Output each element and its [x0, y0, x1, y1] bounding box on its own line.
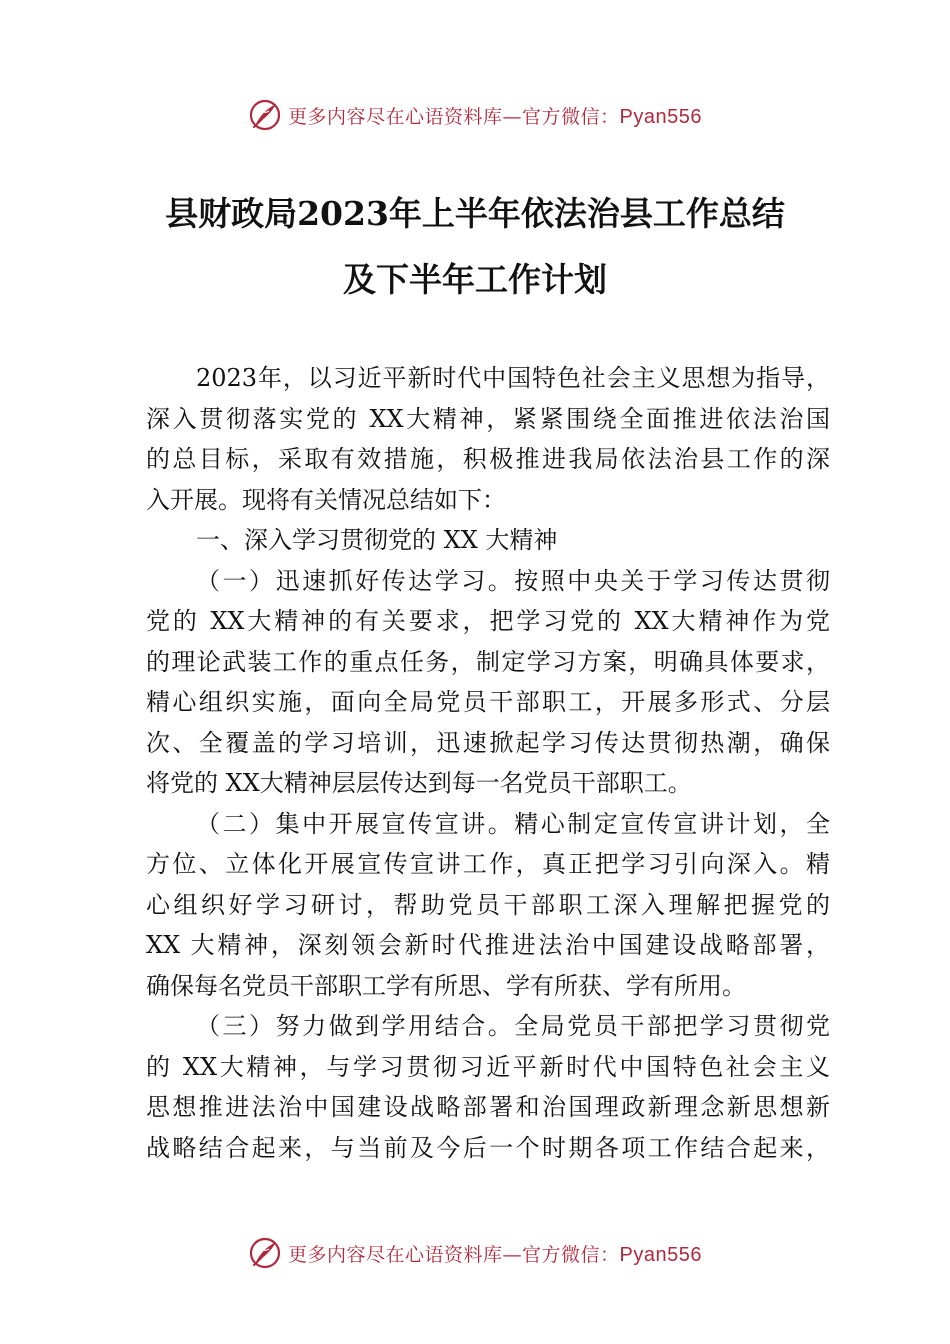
paragraph-item-3 — [146, 1006, 830, 1168]
text-line: 入开展。现将有关情况总结如下： — [146, 485, 506, 514]
text-line: 深入贯彻落实党的 XX大精神，紧紧围绕全面推进依法治国 — [146, 404, 830, 433]
text-line: 精心组织实施，面向全局党员干部职工，开展多形式、分层 — [146, 688, 830, 716]
text-line: 2023年，以习近平新时代中国特色社会主义思想为指导， — [196, 364, 830, 392]
text-line: （二）集中开展宣传宣讲。精心制定宣传宣讲计划，全 — [196, 809, 830, 838]
text-line: 的总目标，采取有效措施，积极推进我局依法治县工作的深 — [146, 445, 830, 473]
text-line: 战略结合起来，与当前及今后一个时期各项工作结合起来， — [146, 1133, 830, 1162]
wechat-id: Pyan556 — [619, 1243, 702, 1266]
text-line: 心组织好学习研讨，帮助党员干部职工深入理解把握党的 — [146, 890, 830, 919]
watermark-text: 更多内容尽在心语资料库—官方微信：Pyan556 — [288, 1243, 702, 1266]
text-line: 的理论武装工作的重点任务，制定学习方案，明确具体要求， — [146, 647, 830, 676]
text-line: 方位、立体化开展宣传宣讲工作，真正把学习引向深入。精 — [146, 850, 830, 878]
watermark-text: 更多内容尽在心语资料库—官方微信：Pyan556 — [288, 105, 702, 128]
text-line: 党的 XX大精神的有关要求，把学习党的 XX大精神作为党 — [146, 607, 830, 635]
watermark-banner-bottom — [0, 1233, 950, 1273]
text-line: （三）努力做到学用结合。全局党员干部把学习贯彻党 — [196, 1012, 830, 1040]
document-title-line-1: 县财政局2023年上半年依法治县工作总结 — [165, 194, 785, 233]
paragraph-intro — [146, 358, 830, 520]
document-title-line-2: 及下半年工作计划 — [343, 260, 607, 299]
text-line: 的 XX大精神，与学习贯彻习近平新时代中国特色社会主义 — [146, 1052, 830, 1081]
text-line: 确保每名党员干部职工学有所思、学有所获、学有所用。 — [146, 971, 746, 1000]
text-line: 次、全覆盖的学习培训，迅速掀起学习传达贯彻热潮，确保 — [146, 728, 830, 757]
watermark-banner-top — [0, 95, 950, 135]
section-heading — [146, 520, 830, 561]
text-line: 将党的 XX大精神层层传达到每一名党员干部职工。 — [146, 769, 692, 797]
feather-logo-icon — [248, 1236, 282, 1270]
document-body — [146, 358, 830, 1168]
text-line: 思想推进法治中国建设战略部署和治国理政新理念新思想新 — [146, 1093, 830, 1121]
wechat-id: Pyan556 — [619, 105, 702, 128]
text-line: （一）迅速抓好传达学习。按照中央关于学习传达贯彻 — [196, 566, 830, 595]
heading-line: 一、深入学习贯彻党的 XX 大精神 — [196, 526, 558, 554]
paragraph-item-1 — [146, 561, 830, 804]
paragraph-item-2 — [146, 804, 830, 1007]
feather-logo-icon — [248, 98, 282, 132]
text-line: XX 大精神，深刻领会新时代推进法治中国建设战略部署， — [146, 931, 830, 959]
